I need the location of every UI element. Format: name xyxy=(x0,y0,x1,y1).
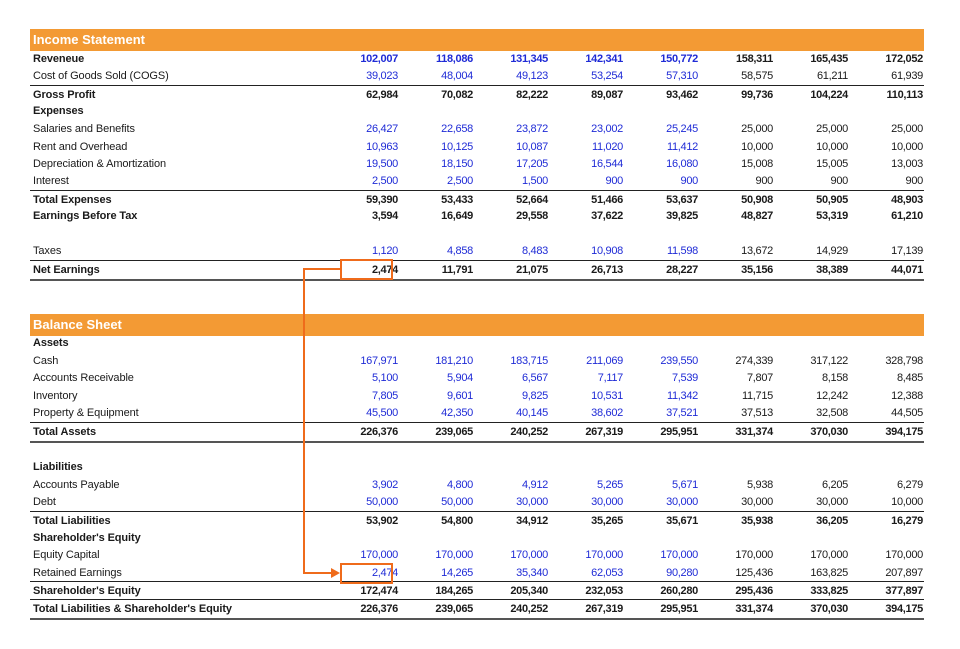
income-cell[interactable]: 2,500 xyxy=(371,174,398,187)
balance-cell[interactable]: 35,671 xyxy=(666,514,698,527)
income-row-label: Depreciation & Amortization xyxy=(33,157,167,170)
income-cell[interactable]: 172,052 xyxy=(885,52,923,65)
balance-cell[interactable]: 232,053 xyxy=(585,584,623,597)
balance-cell[interactable]: 36,205 xyxy=(816,514,848,527)
balance-row xyxy=(30,546,924,564)
balance-row-label: Debt xyxy=(33,495,56,508)
income-cell[interactable]: 16,080 xyxy=(666,157,698,170)
balance-cell[interactable]: 40,145 xyxy=(516,406,548,419)
balance-cell[interactable]: 44,505 xyxy=(891,406,923,419)
balance-cell[interactable]: 10,531 xyxy=(591,389,623,402)
balance-cell[interactable]: 35,340 xyxy=(516,566,548,579)
income-cell[interactable]: 93,462 xyxy=(666,88,698,101)
balance-row-label: Inventory xyxy=(33,389,78,402)
income-cell[interactable]: 3,594 xyxy=(371,209,398,222)
income-cell[interactable]: 110,113 xyxy=(886,88,923,101)
arrow-head-icon xyxy=(331,568,340,578)
balance-cell[interactable]: 4,912 xyxy=(521,478,548,491)
income-cell[interactable]: 26,427 xyxy=(366,122,398,135)
balance-cell[interactable]: 8,158 xyxy=(821,371,848,384)
income-cell[interactable]: 11,791 xyxy=(441,263,473,276)
income-row-label: Net Earnings xyxy=(33,263,100,276)
income-cell[interactable]: 10,000 xyxy=(816,140,848,153)
income-cell[interactable]: 11,020 xyxy=(591,140,623,153)
balance-cell[interactable]: 163,825 xyxy=(810,566,848,579)
income-row-label: Expenses xyxy=(33,104,84,117)
balance-cell[interactable]: 167,971 xyxy=(360,354,398,367)
income-cell[interactable]: 35,156 xyxy=(741,263,773,276)
income-row xyxy=(30,138,924,156)
income-row-label: Earnings Before Tax xyxy=(33,209,138,222)
balance-cell[interactable]: 4,800 xyxy=(446,478,473,491)
balance-cell[interactable]: 172,474 xyxy=(360,584,398,597)
income-row xyxy=(30,172,924,190)
income-cell[interactable]: 900 xyxy=(830,174,848,187)
balance-cell[interactable]: 62,053 xyxy=(591,566,623,579)
balance-cell[interactable]: 6,279 xyxy=(896,478,923,491)
income-cell[interactable]: 4,858 xyxy=(446,244,473,257)
balance-cell[interactable]: 239,065 xyxy=(435,602,473,615)
balance-cell[interactable]: 35,938 xyxy=(741,514,773,527)
balance-cell[interactable]: 207,897 xyxy=(885,566,923,579)
income-cell[interactable]: 11,598 xyxy=(666,244,698,257)
income-cell[interactable]: 17,139 xyxy=(891,244,923,257)
balance-row xyxy=(30,529,924,547)
income-cell[interactable]: 2,474 xyxy=(371,263,398,276)
balance-cell[interactable]: 54,800 xyxy=(441,514,473,527)
income-cell[interactable]: 165,435 xyxy=(810,52,848,65)
balance-cell[interactable]: 170,000 xyxy=(585,548,623,561)
balance-cell[interactable]: 8,485 xyxy=(896,371,923,384)
balance-cell[interactable]: 125,436 xyxy=(735,566,773,579)
income-cell[interactable]: 10,963 xyxy=(366,140,398,153)
income-cell[interactable]: 10,087 xyxy=(516,140,548,153)
income-cell[interactable]: 59,390 xyxy=(366,193,398,206)
income-cell[interactable]: 53,433 xyxy=(441,193,473,206)
income-cell[interactable]: 102,007 xyxy=(360,52,398,65)
balance-cell[interactable]: 6,205 xyxy=(821,478,848,491)
balance-cell[interactable]: 6,567 xyxy=(521,371,548,384)
income-cell[interactable]: 37,622 xyxy=(591,209,623,222)
balance-row xyxy=(30,422,924,443)
link-connector xyxy=(303,268,341,270)
net-earnings-highlight xyxy=(340,259,393,280)
balance-cell[interactable]: 331,374 xyxy=(735,425,773,438)
balance-cell[interactable]: 394,175 xyxy=(885,425,923,438)
income-cell[interactable]: 28,227 xyxy=(666,263,698,276)
income-cell[interactable]: 118,086 xyxy=(435,52,473,65)
balance-cell[interactable]: 37,521 xyxy=(666,406,698,419)
income-row xyxy=(30,67,924,85)
balance-cell[interactable]: 170,000 xyxy=(660,548,698,561)
balance-row xyxy=(30,334,924,352)
balance-cell[interactable]: 331,374 xyxy=(735,602,773,615)
income-cell[interactable]: 104,224 xyxy=(810,88,848,101)
balance-cell[interactable]: 12,388 xyxy=(891,389,923,402)
balance-cell[interactable]: 7,805 xyxy=(371,389,398,402)
income-cell[interactable]: 131,345 xyxy=(510,52,548,65)
income-cell[interactable]: 1,120 xyxy=(371,244,398,257)
income-cell[interactable]: 50,908 xyxy=(741,193,773,206)
balance-cell[interactable]: 5,265 xyxy=(596,478,623,491)
balance-cell[interactable]: 267,319 xyxy=(585,602,623,615)
balance-cell[interactable]: 170,000 xyxy=(435,548,473,561)
balance-cell[interactable]: 11,715 xyxy=(741,389,773,402)
balance-cell[interactable]: 50,000 xyxy=(441,495,473,508)
balance-cell[interactable]: 295,951 xyxy=(660,602,698,615)
balance-row-label: Equity Capital xyxy=(33,548,100,561)
link-connector xyxy=(303,268,305,574)
income-row-label: Reveneue xyxy=(33,52,85,65)
balance-row xyxy=(30,511,924,530)
balance-cell[interactable]: 34,912 xyxy=(516,514,548,527)
balance-row-label: Total Liabilities xyxy=(33,514,111,527)
balance-cell[interactable]: 5,938 xyxy=(746,478,773,491)
retained-earnings-highlight xyxy=(340,563,393,584)
balance-row-label: Cash xyxy=(33,354,59,367)
income-cell[interactable]: 89,087 xyxy=(591,88,623,101)
income-cell[interactable]: 19,500 xyxy=(366,157,398,170)
balance-row-label: Retained Earnings xyxy=(33,566,122,579)
balance-cell[interactable]: 333,825 xyxy=(810,584,848,597)
balance-cell[interactable]: 30,000 xyxy=(516,495,548,508)
income-cell[interactable]: 158,311 xyxy=(735,52,773,65)
balance-cell[interactable]: 260,280 xyxy=(660,584,698,597)
balance-cell[interactable]: 90,280 xyxy=(666,566,698,579)
balance-row-label: Total Assets xyxy=(33,425,96,438)
balance-cell[interactable]: 30,000 xyxy=(816,495,848,508)
income-cell[interactable]: 21,075 xyxy=(516,263,548,276)
balance-cell[interactable]: 10,000 xyxy=(891,495,923,508)
balance-cell[interactable]: 3,902 xyxy=(371,478,398,491)
balance-cell[interactable]: 5,904 xyxy=(446,371,473,384)
balance-row xyxy=(30,564,924,582)
balance-row xyxy=(30,387,924,405)
income-cell[interactable]: 29,558 xyxy=(516,209,548,222)
income-cell[interactable]: 16,544 xyxy=(591,157,623,170)
income-cell[interactable]: 13,003 xyxy=(891,157,923,170)
balance-cell[interactable]: 11,342 xyxy=(666,389,698,402)
income-cell[interactable]: 99,736 xyxy=(741,88,773,101)
income-cell[interactable]: 52,664 xyxy=(516,193,548,206)
income-cell[interactable]: 13,672 xyxy=(741,244,773,257)
balance-cell[interactable]: 32,508 xyxy=(816,406,848,419)
income-row xyxy=(30,120,924,138)
income-cell[interactable]: 16,649 xyxy=(441,209,473,222)
income-cell[interactable]: 48,827 xyxy=(741,209,773,222)
balance-cell[interactable]: 7,807 xyxy=(746,371,773,384)
balance-cell[interactable]: 5,100 xyxy=(371,371,398,384)
income-row xyxy=(30,190,924,209)
balance-cell[interactable]: 38,602 xyxy=(591,406,623,419)
balance-cell[interactable]: 12,242 xyxy=(816,389,848,402)
balance-cell[interactable]: 317,122 xyxy=(810,354,848,367)
income-cell[interactable]: 62,984 xyxy=(366,88,398,101)
balance-cell[interactable]: 370,030 xyxy=(810,425,848,438)
balance-cell[interactable]: 7,117 xyxy=(597,371,623,384)
income-row xyxy=(30,207,924,225)
balance-cell[interactable]: 5,671 xyxy=(671,478,698,491)
balance-row xyxy=(30,404,924,422)
income-cell[interactable]: 51,466 xyxy=(591,193,623,206)
income-cell[interactable]: 18,150 xyxy=(441,157,473,170)
income-cell[interactable]: 26,713 xyxy=(591,263,623,276)
income-cell[interactable]: 15,008 xyxy=(741,157,773,170)
income-cell[interactable]: 23,002 xyxy=(591,122,623,135)
balance-cell[interactable]: 328,798 xyxy=(885,354,923,367)
income-cell[interactable]: 70,082 xyxy=(441,88,473,101)
income-cell[interactable]: 25,000 xyxy=(816,122,848,135)
balance-cell[interactable]: 370,030 xyxy=(810,602,848,615)
balance-cell[interactable]: 184,265 xyxy=(435,584,473,597)
income-cell[interactable]: 8,483 xyxy=(521,244,548,257)
balance-cell[interactable]: 2,474 xyxy=(371,566,398,579)
income-cell[interactable]: 10,000 xyxy=(741,140,773,153)
income-row-label: Cost of Goods Sold (COGS) xyxy=(33,69,169,82)
income-cell[interactable]: 150,772 xyxy=(660,52,698,65)
income-cell[interactable]: 10,908 xyxy=(591,244,623,257)
balance-cell[interactable]: 239,550 xyxy=(660,354,698,367)
income-cell[interactable]: 38,389 xyxy=(816,263,848,276)
income-row xyxy=(30,85,924,104)
balance-cell[interactable]: 9,825 xyxy=(521,389,548,402)
balance-cell[interactable]: 30,000 xyxy=(591,495,623,508)
balance-cell[interactable]: 50,000 xyxy=(366,495,398,508)
balance-cell[interactable]: 170,000 xyxy=(735,548,773,561)
balance-cell[interactable]: 205,340 xyxy=(510,584,548,597)
balance-row xyxy=(30,458,924,476)
income-cell[interactable]: 57,310 xyxy=(666,69,698,82)
income-row xyxy=(30,155,924,173)
balance-cell[interactable]: 170,000 xyxy=(885,548,923,561)
balance-cell[interactable]: 240,252 xyxy=(510,425,548,438)
income-cell[interactable]: 900 xyxy=(905,174,923,187)
link-connector xyxy=(303,572,331,574)
income-cell[interactable]: 1,500 xyxy=(521,174,548,187)
income-cell[interactable]: 25,000 xyxy=(741,122,773,135)
income-cell[interactable]: 53,319 xyxy=(816,209,848,222)
balance-row-label: Total Liabilities & Shareholder's Equity xyxy=(33,602,232,615)
income-cell[interactable]: 25,000 xyxy=(891,122,923,135)
balance-row xyxy=(30,493,924,511)
balance-row xyxy=(30,581,924,600)
income-cell[interactable]: 10,000 xyxy=(891,140,923,153)
income-cell[interactable]: 142,341 xyxy=(585,52,623,65)
balance-cell[interactable]: 45,500 xyxy=(366,406,398,419)
balance-row xyxy=(30,476,924,494)
balance-row-label: Property & Equipment xyxy=(33,406,139,419)
income-cell[interactable]: 14,929 xyxy=(816,244,848,257)
income-row-label: Interest xyxy=(33,174,69,187)
income-cell[interactable]: 48,903 xyxy=(891,193,923,206)
balance-row-label: Assets xyxy=(33,336,69,349)
income-row-label: Taxes xyxy=(33,244,62,257)
balance-row-label: Shareholder's Equity xyxy=(33,584,141,597)
income-cell[interactable]: 15,005 xyxy=(816,157,848,170)
balance-cell[interactable]: 239,065 xyxy=(435,425,473,438)
balance-cell[interactable]: 181,210 xyxy=(435,354,473,367)
balance-cell[interactable]: 295,436 xyxy=(735,584,773,597)
balance-cell[interactable]: 14,265 xyxy=(441,566,473,579)
balance-row xyxy=(30,599,924,620)
balance-cell[interactable]: 53,902 xyxy=(366,514,398,527)
income-cell[interactable]: 44,071 xyxy=(891,263,923,276)
income-row xyxy=(30,260,924,281)
income-cell[interactable]: 48,004 xyxy=(441,69,473,82)
income-cell[interactable]: 17,205 xyxy=(516,157,548,170)
income-cell[interactable]: 53,637 xyxy=(666,193,698,206)
balance-cell[interactable]: 30,000 xyxy=(666,495,698,508)
balance-row-label: Accounts Receivable xyxy=(33,371,134,384)
income-row xyxy=(30,50,924,68)
income-row-label: Total Expenses xyxy=(33,193,112,206)
income-cell[interactable]: 2,500 xyxy=(446,174,473,187)
income-cell[interactable]: 900 xyxy=(605,174,623,187)
balance-cell[interactable]: 16,279 xyxy=(891,514,923,527)
income-cell[interactable]: 49,123 xyxy=(516,69,548,82)
balance-cell[interactable]: 37,513 xyxy=(741,406,773,419)
income-cell[interactable]: 11,412 xyxy=(666,140,698,153)
income-cell[interactable]: 39,023 xyxy=(366,69,398,82)
balance-cell[interactable]: 274,339 xyxy=(735,354,773,367)
balance-cell[interactable]: 35,265 xyxy=(591,514,623,527)
income-row xyxy=(30,242,924,260)
balance-row xyxy=(30,369,924,387)
balance-cell[interactable]: 295,951 xyxy=(660,425,698,438)
income-cell[interactable]: 23,872 xyxy=(516,122,548,135)
income-cell[interactable]: 10,125 xyxy=(441,140,473,153)
income-cell[interactable]: 58,575 xyxy=(741,69,773,82)
income-cell[interactable]: 50,905 xyxy=(816,193,848,206)
balance-cell[interactable]: 240,252 xyxy=(510,602,548,615)
income-cell[interactable]: 900 xyxy=(680,174,698,187)
income-cell[interactable]: 82,222 xyxy=(516,88,548,101)
income-cell[interactable]: 53,254 xyxy=(591,69,623,82)
income-cell[interactable]: 61,210 xyxy=(891,209,923,222)
income-row-label: Gross Profit xyxy=(33,88,96,101)
balance-cell[interactable]: 42,350 xyxy=(441,406,473,419)
income-cell[interactable]: 25,245 xyxy=(666,122,698,135)
income-cell[interactable]: 22,658 xyxy=(441,122,473,135)
balance-row-label: Shareholder's Equity xyxy=(33,531,141,544)
balance-cell[interactable]: 183,715 xyxy=(510,354,548,367)
balance-cell[interactable]: 226,376 xyxy=(360,425,398,438)
balance-cell[interactable]: 170,000 xyxy=(510,548,548,561)
balance-cell[interactable]: 394,175 xyxy=(885,602,923,615)
balance-cell[interactable]: 170,000 xyxy=(810,548,848,561)
income-row xyxy=(30,102,924,120)
balance-sheet-header: Balance Sheet xyxy=(30,314,924,336)
income-row-label: Rent and Overhead xyxy=(33,140,128,153)
income-cell[interactable]: 61,939 xyxy=(891,69,923,82)
balance-cell[interactable]: 7,539 xyxy=(671,371,698,384)
balance-row-label: Accounts Payable xyxy=(33,478,120,491)
income-row-label: Salaries and Benefits xyxy=(33,122,135,135)
income-cell[interactable]: 61,211 xyxy=(816,69,848,82)
balance-row xyxy=(30,352,924,370)
balance-cell[interactable]: 9,601 xyxy=(446,389,473,402)
balance-cell[interactable]: 211,069 xyxy=(586,354,623,367)
balance-cell[interactable]: 226,376 xyxy=(360,602,398,615)
income-cell[interactable]: 900 xyxy=(755,174,773,187)
balance-row-label: Liabilities xyxy=(33,460,83,473)
balance-cell[interactable]: 30,000 xyxy=(741,495,773,508)
income-statement-header: Income Statement xyxy=(30,29,924,51)
balance-cell[interactable]: 267,319 xyxy=(585,425,623,438)
income-cell[interactable]: 39,825 xyxy=(666,209,698,222)
balance-cell[interactable]: 170,000 xyxy=(360,548,398,561)
balance-cell[interactable]: 377,897 xyxy=(885,584,923,597)
